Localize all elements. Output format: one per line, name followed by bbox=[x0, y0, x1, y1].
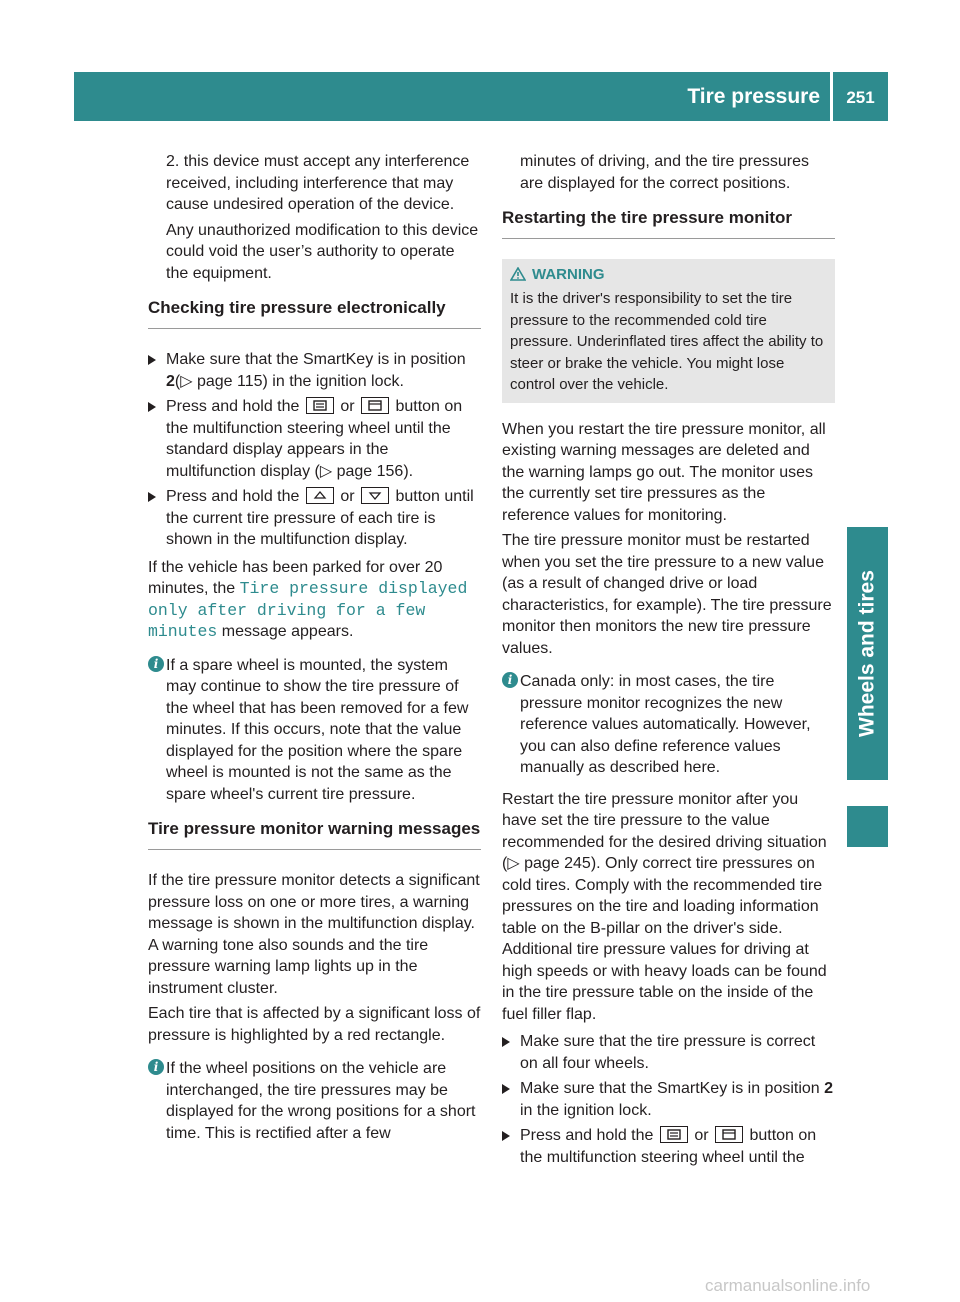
menu-forward-button-icon bbox=[361, 397, 389, 414]
step-arrow-icon bbox=[148, 355, 156, 365]
warning-title: WARNING bbox=[510, 265, 827, 285]
warning-text: It is the driver's responsibility to set the tire pressure to the recommended cold tire pressure. Underinflated tires affect the ability to steer or brake the vehicle. You might lose control over the vehicle. bbox=[510, 290, 824, 393]
paragraph: minutes of driving, and the tire pressures are displayed for the correct positions. bbox=[520, 153, 810, 192]
step-item: Make sure that the SmartKey is in position 2(▷ page 115) in the ignition lock. bbox=[148, 349, 481, 392]
warning-box bbox=[502, 259, 835, 403]
paragraph: Any unauthorized modification to this device could void the user’s authority to operate the equipment. bbox=[166, 221, 479, 282]
step-item: Press and hold the or button until the current tire pressure of each tire is shown in the multifunction display. bbox=[148, 486, 481, 551]
heading-warning-messages: Tire pressure monitor warning messages bbox=[148, 818, 481, 850]
page-number: 251 bbox=[846, 88, 875, 107]
step-item: Make sure that the SmartKey is in position 2 in the ignition lock. bbox=[502, 1078, 835, 1121]
menu-forward-button-icon bbox=[715, 1126, 743, 1143]
info-note: i Canada only: in most cases, the tire pressure monitor recognizes the new reference values automatically. However, you can also define reference values manually as described here. bbox=[502, 671, 835, 779]
side-tab-marker bbox=[847, 806, 888, 847]
heading-checking-tire-pressure: Checking tire pressure electronically bbox=[148, 297, 481, 329]
step-arrow-icon bbox=[502, 1131, 510, 1141]
info-note: i If a spare wheel is mounted, the system may continue to show the tire pressure of the wheel that has been removed for a few minutes. If this occurs, note that the value displayed for the position where the spare wheel is mounted is not the same as the spare wheel's current tire pressure. bbox=[148, 655, 481, 806]
step-item: Make sure that the tire pressure is correct on all four wheels. bbox=[502, 1031, 835, 1074]
info-note: i If the wheel positions on the vehicle are interchanged, the tire pressures may be displayed for the wrong positions for a short time. This is rectified after a few bbox=[148, 1058, 481, 1144]
paragraph: When you restart the tire pressure monitor, all existing warning messages are deleted and the warning lamps go out. The monitor uses the currently set tire pressures as the reference values for monitoring. bbox=[502, 420, 826, 524]
side-tab-label: Wheels and tires bbox=[855, 570, 879, 737]
step-arrow-icon bbox=[148, 492, 156, 502]
display-message: Tire pressure displayed only after driving for a few minutes bbox=[148, 579, 468, 641]
paragraph: If the vehicle has been parked for over 20 minutes, the Tire pressure displayed only after driving for a few minutes message appears. bbox=[148, 558, 468, 641]
arrow-down-button-icon bbox=[361, 487, 389, 504]
info-icon: i bbox=[502, 672, 518, 688]
section-title: Tire pressure bbox=[687, 85, 820, 108]
step-item: Press and hold the or button on the multifunction steering wheel until the bbox=[502, 1125, 835, 1168]
paragraph: If the tire pressure monitor detects a significant pressure loss on one or more tires, a warning message is shown in the multifunction display. A warning tone also sounds and the tire pressure warning lamp lights up in the instrument cluster. bbox=[148, 872, 480, 997]
menu-back-button-icon bbox=[306, 397, 334, 414]
left-column bbox=[148, 151, 481, 1154]
paragraph: The tire pressure monitor must be restarted when you set the tire pressure to a new value (as a result of changed drive or load characteristics, for example). The tire pressure monitor then monitors the new tire pressure values. bbox=[502, 532, 832, 657]
step-item: Press and hold the or button on the multifunction steering wheel until the standard display appears in the multifunction display (▷ page 156). bbox=[148, 396, 481, 482]
step-arrow-icon bbox=[502, 1037, 510, 1047]
info-icon: i bbox=[148, 656, 164, 672]
step-arrow-icon bbox=[148, 402, 156, 412]
step-arrow-icon bbox=[502, 1084, 510, 1094]
paragraph: Each tire that is affected by a significant loss of pressure is highlighted by a red rectangle. bbox=[148, 1005, 481, 1044]
menu-back-button-icon bbox=[660, 1126, 688, 1143]
paragraph: Restart the tire pressure monitor after you have set the tire pressure to the value recommended for the desired driving situation (▷ page 245). Only correct tire pressures on cold tires. Comply with the recommended tire pressures on the tire and loading information table on the B-pillar on the driver's side. Additional tire pressure values for driving at high speeds or with heavy loads can be found in the tire pressure table on the inside of the fuel filler flap. bbox=[502, 790, 827, 1023]
info-icon: i bbox=[148, 1059, 164, 1075]
watermark: carmanualsonline.info bbox=[705, 1276, 871, 1295]
warning-triangle-icon bbox=[510, 267, 526, 281]
right-column bbox=[502, 151, 835, 1172]
arrow-up-button-icon bbox=[306, 487, 334, 504]
paragraph: 2. this device must accept any interference received, including interference that may cause undesired operation of the device. bbox=[166, 153, 470, 213]
heading-restarting-monitor: Restarting the tire pressure monitor bbox=[502, 207, 835, 239]
